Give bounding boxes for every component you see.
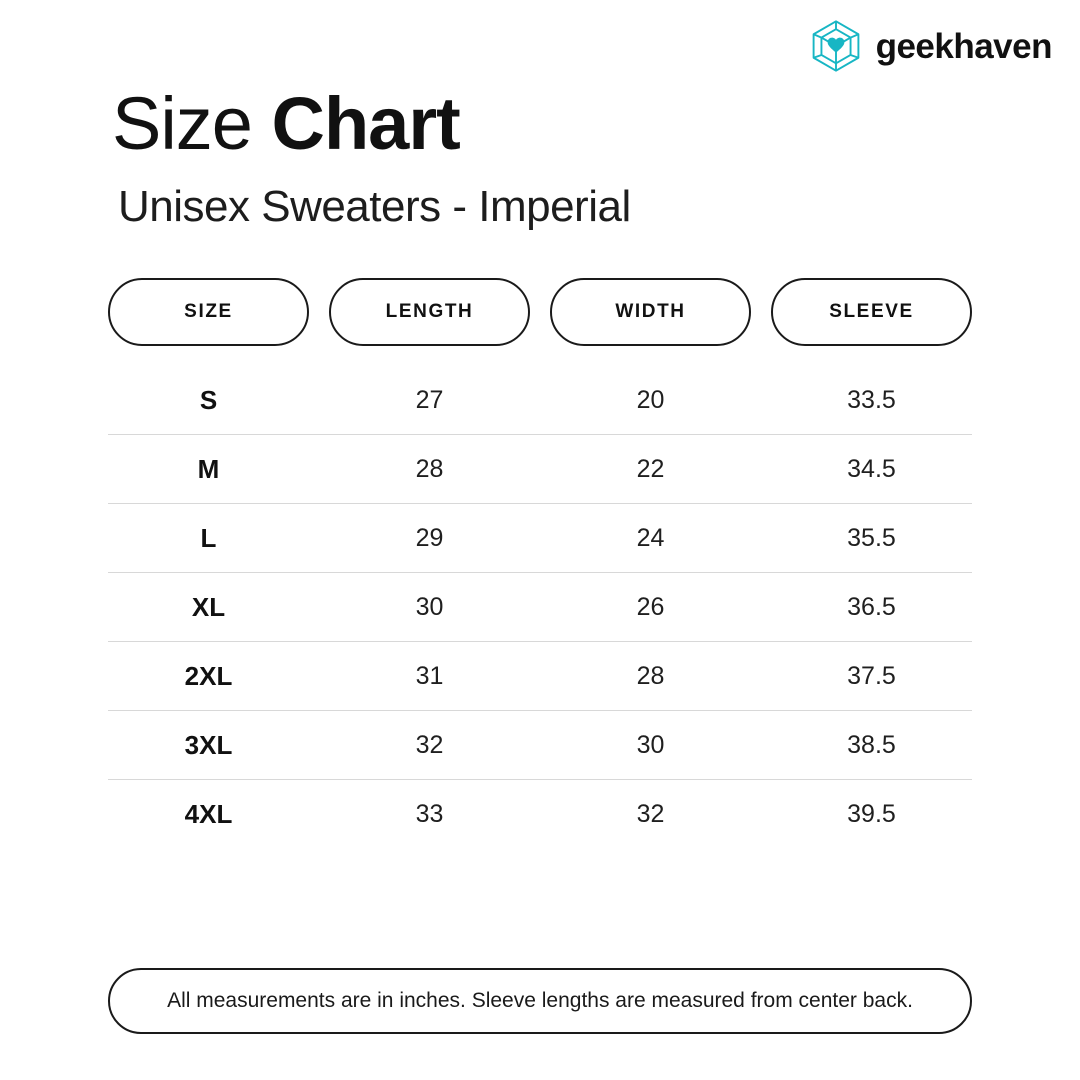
cell-width: 28 [636,661,665,690]
cell-length: 33 [415,799,444,828]
page-subtitle: Unisex Sweaters - Imperial [118,182,631,231]
cell-sleeve: 35.5 [847,523,896,552]
table-row [108,711,972,780]
cell-size: L [200,522,217,553]
table-row [108,642,972,711]
measurement-note: All measurements are in inches. Sleeve lengths are measured from center back. [108,968,972,1034]
table-row [108,780,972,848]
brand-logo [808,18,1052,74]
cell-width: 20 [636,385,665,414]
brand-name: geekhaven [875,26,1052,66]
cell-length: 32 [415,730,444,759]
table-row [108,573,972,642]
cell-size: XL [191,591,226,622]
cell-sleeve: 34.5 [847,454,896,483]
cell-length: 31 [415,661,444,690]
cell-length: 29 [415,523,444,552]
cell-length: 27 [415,385,444,414]
column-header-size: SIZE [108,278,309,346]
table-row [108,504,972,573]
cell-size: S [199,384,218,415]
column-header-length: LENGTH [329,278,530,346]
cell-length: 28 [415,454,444,483]
cell-width: 30 [636,730,665,759]
cell-size: 2XL [184,660,233,691]
table-row [108,366,972,435]
cell-sleeve: 38.5 [847,730,896,759]
cell-sleeve: 36.5 [847,592,896,621]
cell-size: 4XL [184,798,233,829]
cell-sleeve: 39.5 [847,799,896,828]
table-header-row [108,278,972,346]
column-header-width: WIDTH [550,278,751,346]
cell-width: 32 [636,799,665,828]
cell-width: 26 [636,592,665,621]
d20-dice-heart-icon [808,18,864,74]
cell-sleeve: 33.5 [847,385,896,414]
cell-width: 24 [636,523,665,552]
column-header-sleeve: SLEEVE [771,278,972,346]
page-title-bold: Chart [271,82,460,165]
page-title [112,82,460,165]
cell-size: M [197,453,220,484]
page-title-light: Size [112,82,272,165]
cell-sleeve: 37.5 [847,661,896,690]
cell-width: 22 [636,454,665,483]
cell-size: 3XL [184,729,233,760]
size-chart-table [108,278,972,848]
table-row [108,435,972,504]
table-body [108,366,972,848]
cell-length: 30 [415,592,444,621]
